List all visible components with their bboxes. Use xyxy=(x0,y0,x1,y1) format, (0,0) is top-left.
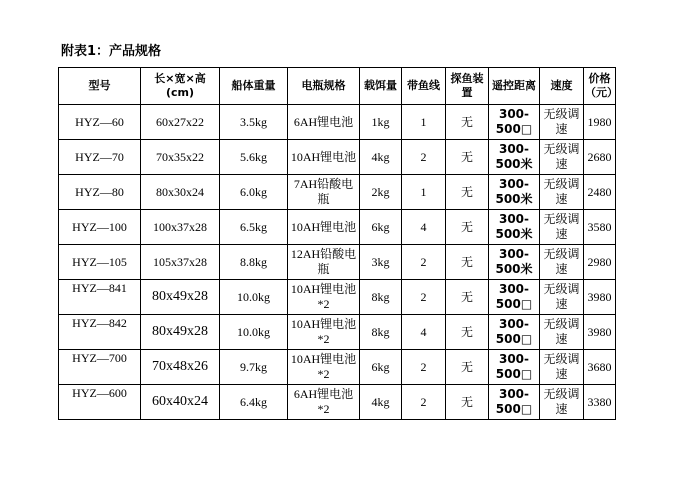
cell-speed: 无级调速 xyxy=(540,280,584,315)
cell-range: 300-500米 xyxy=(489,175,540,210)
cell-model: HYZ—105 xyxy=(59,245,141,280)
cell-speed: 无级调速 xyxy=(540,105,584,140)
cell-range: 300-500米 xyxy=(489,210,540,245)
cell-weight: 6.0kg xyxy=(220,175,288,210)
cell-model: HYZ—70 xyxy=(59,140,141,175)
cell-lines: 1 xyxy=(402,105,446,140)
cell-fish-finder: 无 xyxy=(446,315,489,350)
cell-dimensions: 100x37x28 xyxy=(141,210,220,245)
header-model: 型号 xyxy=(59,68,141,105)
cell-model: HYZ—100 xyxy=(59,210,141,245)
header-battery: 电瓶规格 xyxy=(288,68,360,105)
cell-battery: 10AH锂电池*2 xyxy=(288,315,360,350)
cell-fish-finder: 无 xyxy=(446,140,489,175)
cell-weight: 6.5kg xyxy=(220,210,288,245)
cell-range: 300-500□ xyxy=(489,280,540,315)
cell-fish-finder: 无 xyxy=(446,210,489,245)
table-row xyxy=(59,210,616,245)
cell-battery: 10AH锂电池*2 xyxy=(288,280,360,315)
header-row xyxy=(59,68,616,105)
cell-lines: 2 xyxy=(402,245,446,280)
cell-lines: 2 xyxy=(402,385,446,420)
cell-bait: 8kg xyxy=(360,280,402,315)
cell-dimensions: 70x35x22 xyxy=(141,140,220,175)
cell-speed: 无级调速 xyxy=(540,385,584,420)
cell-lines: 4 xyxy=(402,315,446,350)
table-row xyxy=(59,350,616,385)
cell-speed: 无级调速 xyxy=(540,210,584,245)
cell-fish-finder: 无 xyxy=(446,385,489,420)
cell-dimensions: 105x37x28 xyxy=(141,245,220,280)
cell-bait: 6kg xyxy=(360,210,402,245)
cell-range: 300-500米 xyxy=(489,245,540,280)
cell-fish-finder: 无 xyxy=(446,175,489,210)
cell-price: 3680 xyxy=(584,350,616,385)
cell-price: 3380 xyxy=(584,385,616,420)
cell-bait: 8kg xyxy=(360,315,402,350)
header-dimensions: 长×宽×高(cm) xyxy=(141,68,220,105)
cell-speed: 无级调速 xyxy=(540,175,584,210)
cell-weight: 10.0kg xyxy=(220,315,288,350)
cell-dimensions: 70x48x26 xyxy=(141,350,220,385)
cell-fish-finder: 无 xyxy=(446,245,489,280)
cell-lines: 2 xyxy=(402,350,446,385)
cell-price: 2980 xyxy=(584,245,616,280)
cell-dimensions: 80x49x28 xyxy=(141,280,220,315)
cell-weight: 3.5kg xyxy=(220,105,288,140)
cell-battery: 10AH锂电池 xyxy=(288,210,360,245)
cell-lines: 2 xyxy=(402,140,446,175)
table-row xyxy=(59,315,616,350)
cell-price: 3580 xyxy=(584,210,616,245)
cell-battery: 12AH铅酸电瓶 xyxy=(288,245,360,280)
cell-lines: 2 xyxy=(402,280,446,315)
table-row xyxy=(59,175,616,210)
cell-battery: 6AH锂电池 xyxy=(288,105,360,140)
cell-model: HYZ—842 xyxy=(59,315,141,350)
table-row xyxy=(59,245,616,280)
cell-bait: 2kg xyxy=(360,175,402,210)
header-fish-finder: 探鱼装置 xyxy=(446,68,489,105)
cell-price: 3980 xyxy=(584,315,616,350)
cell-fish-finder: 无 xyxy=(446,280,489,315)
header-speed: 速度 xyxy=(540,68,584,105)
cell-model: HYZ—60 xyxy=(59,105,141,140)
cell-battery: 6AH锂电池*2 xyxy=(288,385,360,420)
cell-range: 300-500□ xyxy=(489,385,540,420)
cell-battery: 10AH锂电池*2 xyxy=(288,350,360,385)
cell-fish-finder: 无 xyxy=(446,105,489,140)
cell-bait: 3kg xyxy=(360,245,402,280)
cell-dimensions: 60x27x22 xyxy=(141,105,220,140)
cell-speed: 无级调速 xyxy=(540,140,584,175)
cell-dimensions: 80x30x24 xyxy=(141,175,220,210)
cell-speed: 无级调速 xyxy=(540,350,584,385)
header-range: 遥控距离 xyxy=(489,68,540,105)
cell-range: 300-500□ xyxy=(489,350,540,385)
header-price: 价格（元） xyxy=(584,68,616,105)
cell-price: 2480 xyxy=(584,175,616,210)
cell-lines: 4 xyxy=(402,210,446,245)
cell-dimensions: 80x49x28 xyxy=(141,315,220,350)
cell-speed: 无级调速 xyxy=(540,315,584,350)
cell-bait: 1kg xyxy=(360,105,402,140)
cell-range: 300-500米 xyxy=(489,140,540,175)
header-lines: 带鱼线 xyxy=(402,68,446,105)
cell-range: 300-500□ xyxy=(489,105,540,140)
table-row xyxy=(59,140,616,175)
table-row xyxy=(59,105,616,140)
cell-price: 1980 xyxy=(584,105,616,140)
table-row xyxy=(59,385,616,420)
cell-price: 3980 xyxy=(584,280,616,315)
cell-weight: 8.8kg xyxy=(220,245,288,280)
cell-bait: 4kg xyxy=(360,385,402,420)
cell-speed: 无级调速 xyxy=(540,245,584,280)
cell-bait: 6kg xyxy=(360,350,402,385)
cell-dimensions: 60x40x24 xyxy=(141,385,220,420)
cell-battery: 7AH铅酸电瓶 xyxy=(288,175,360,210)
cell-weight: 5.6kg xyxy=(220,140,288,175)
cell-weight: 9.7kg xyxy=(220,350,288,385)
header-weight: 船体重量 xyxy=(220,68,288,105)
product-spec-table xyxy=(58,67,616,420)
cell-model: HYZ—600 xyxy=(59,385,141,420)
cell-battery: 10AH锂电池 xyxy=(288,140,360,175)
cell-weight: 6.4kg xyxy=(220,385,288,420)
cell-model: HYZ—80 xyxy=(59,175,141,210)
table-caption: 附表1：产品规格 xyxy=(61,44,162,59)
cell-bait: 4kg xyxy=(360,140,402,175)
cell-price: 2680 xyxy=(584,140,616,175)
cell-fish-finder: 无 xyxy=(446,350,489,385)
header-bait: 载饵量 xyxy=(360,68,402,105)
cell-range: 300-500□ xyxy=(489,315,540,350)
cell-lines: 1 xyxy=(402,175,446,210)
cell-model: HYZ—700 xyxy=(59,350,141,385)
cell-weight: 10.0kg xyxy=(220,280,288,315)
table-row xyxy=(59,280,616,315)
cell-model: HYZ—841 xyxy=(59,280,141,315)
